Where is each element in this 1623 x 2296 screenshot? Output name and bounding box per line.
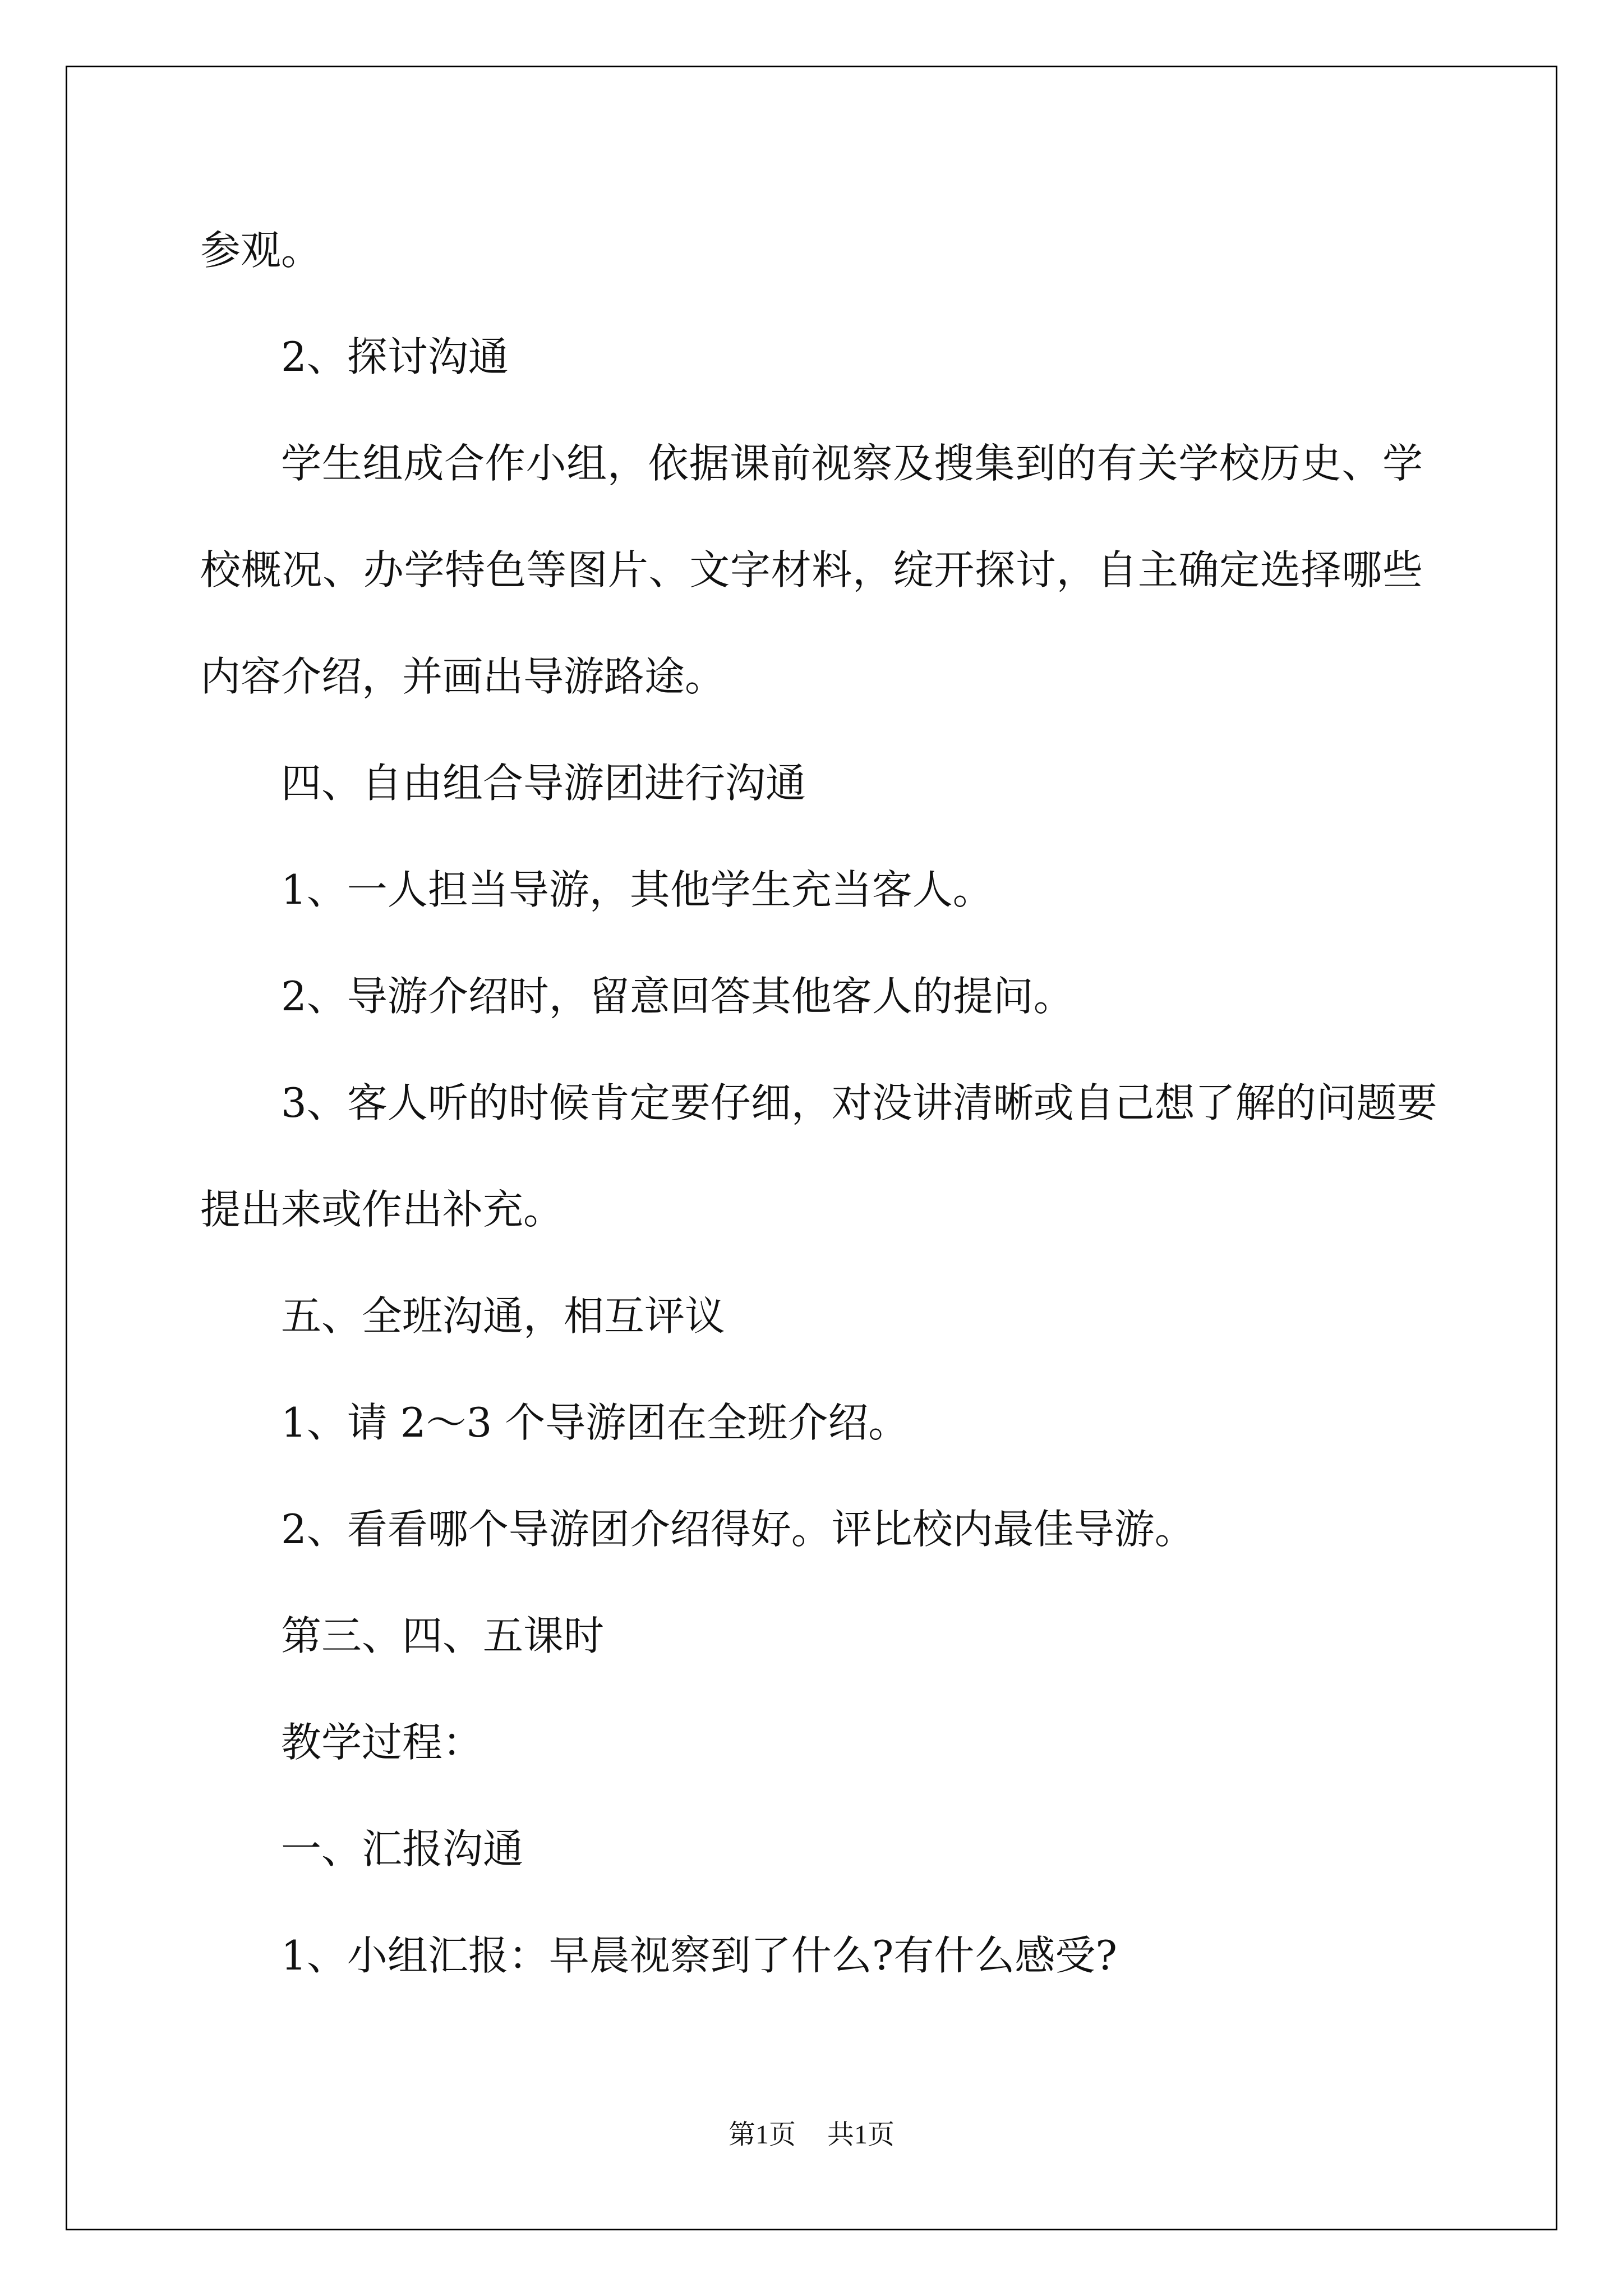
- paragraph-line: 参观。: [200, 227, 322, 274]
- section-heading: 第三、四、五课时: [281, 1612, 605, 1659]
- paragraph-line: 内容介绍，并画出导游路途。: [200, 653, 726, 700]
- page-footer: [0, 2122, 1623, 2148]
- paragraph-line: 1、一人担当导游，其他学生充当客人。: [281, 866, 993, 913]
- section-heading: 四、自由组合导游团进行沟通: [281, 760, 806, 807]
- section-heading: 一、汇报沟通: [281, 1825, 524, 1872]
- paragraph-line: 3、客人听的时候肯定要仔细，对没讲清晰或自己想了解的问题要: [281, 1079, 1437, 1126]
- paragraph-line: 提出来或作出补充。: [200, 1186, 564, 1233]
- page-number-total: 共1页: [827, 2120, 895, 2150]
- page-border: [66, 66, 1557, 2230]
- paragraph-line: 1、请 2～3 个导游团在全班介绍。: [281, 1399, 909, 1446]
- paragraph-line: 教学过程：: [281, 1719, 483, 1766]
- section-heading: 五、全班沟通，相互评议: [281, 1292, 726, 1340]
- page-number-current: 第1页: [728, 2120, 796, 2150]
- section-heading: 2、探讨沟通: [281, 333, 509, 380]
- paragraph-line: 学生组成合作小组，依据课前视察及搜集到的有关学校历史、学: [281, 440, 1423, 487]
- paragraph-line: 2、看看哪个导游团介绍得好。评比校内最佳导游。: [281, 1506, 1195, 1553]
- paragraph-line: 1、小组汇报：早晨视察到了什么?有什么感受?: [281, 1932, 1118, 1979]
- paragraph-line: 校概况、办学特色等图片、文字材料，绽开探讨，自主确定选择哪些: [200, 546, 1423, 593]
- paragraph-line: 2、导游介绍时，留意回答其他客人的提问。: [281, 973, 1074, 1020]
